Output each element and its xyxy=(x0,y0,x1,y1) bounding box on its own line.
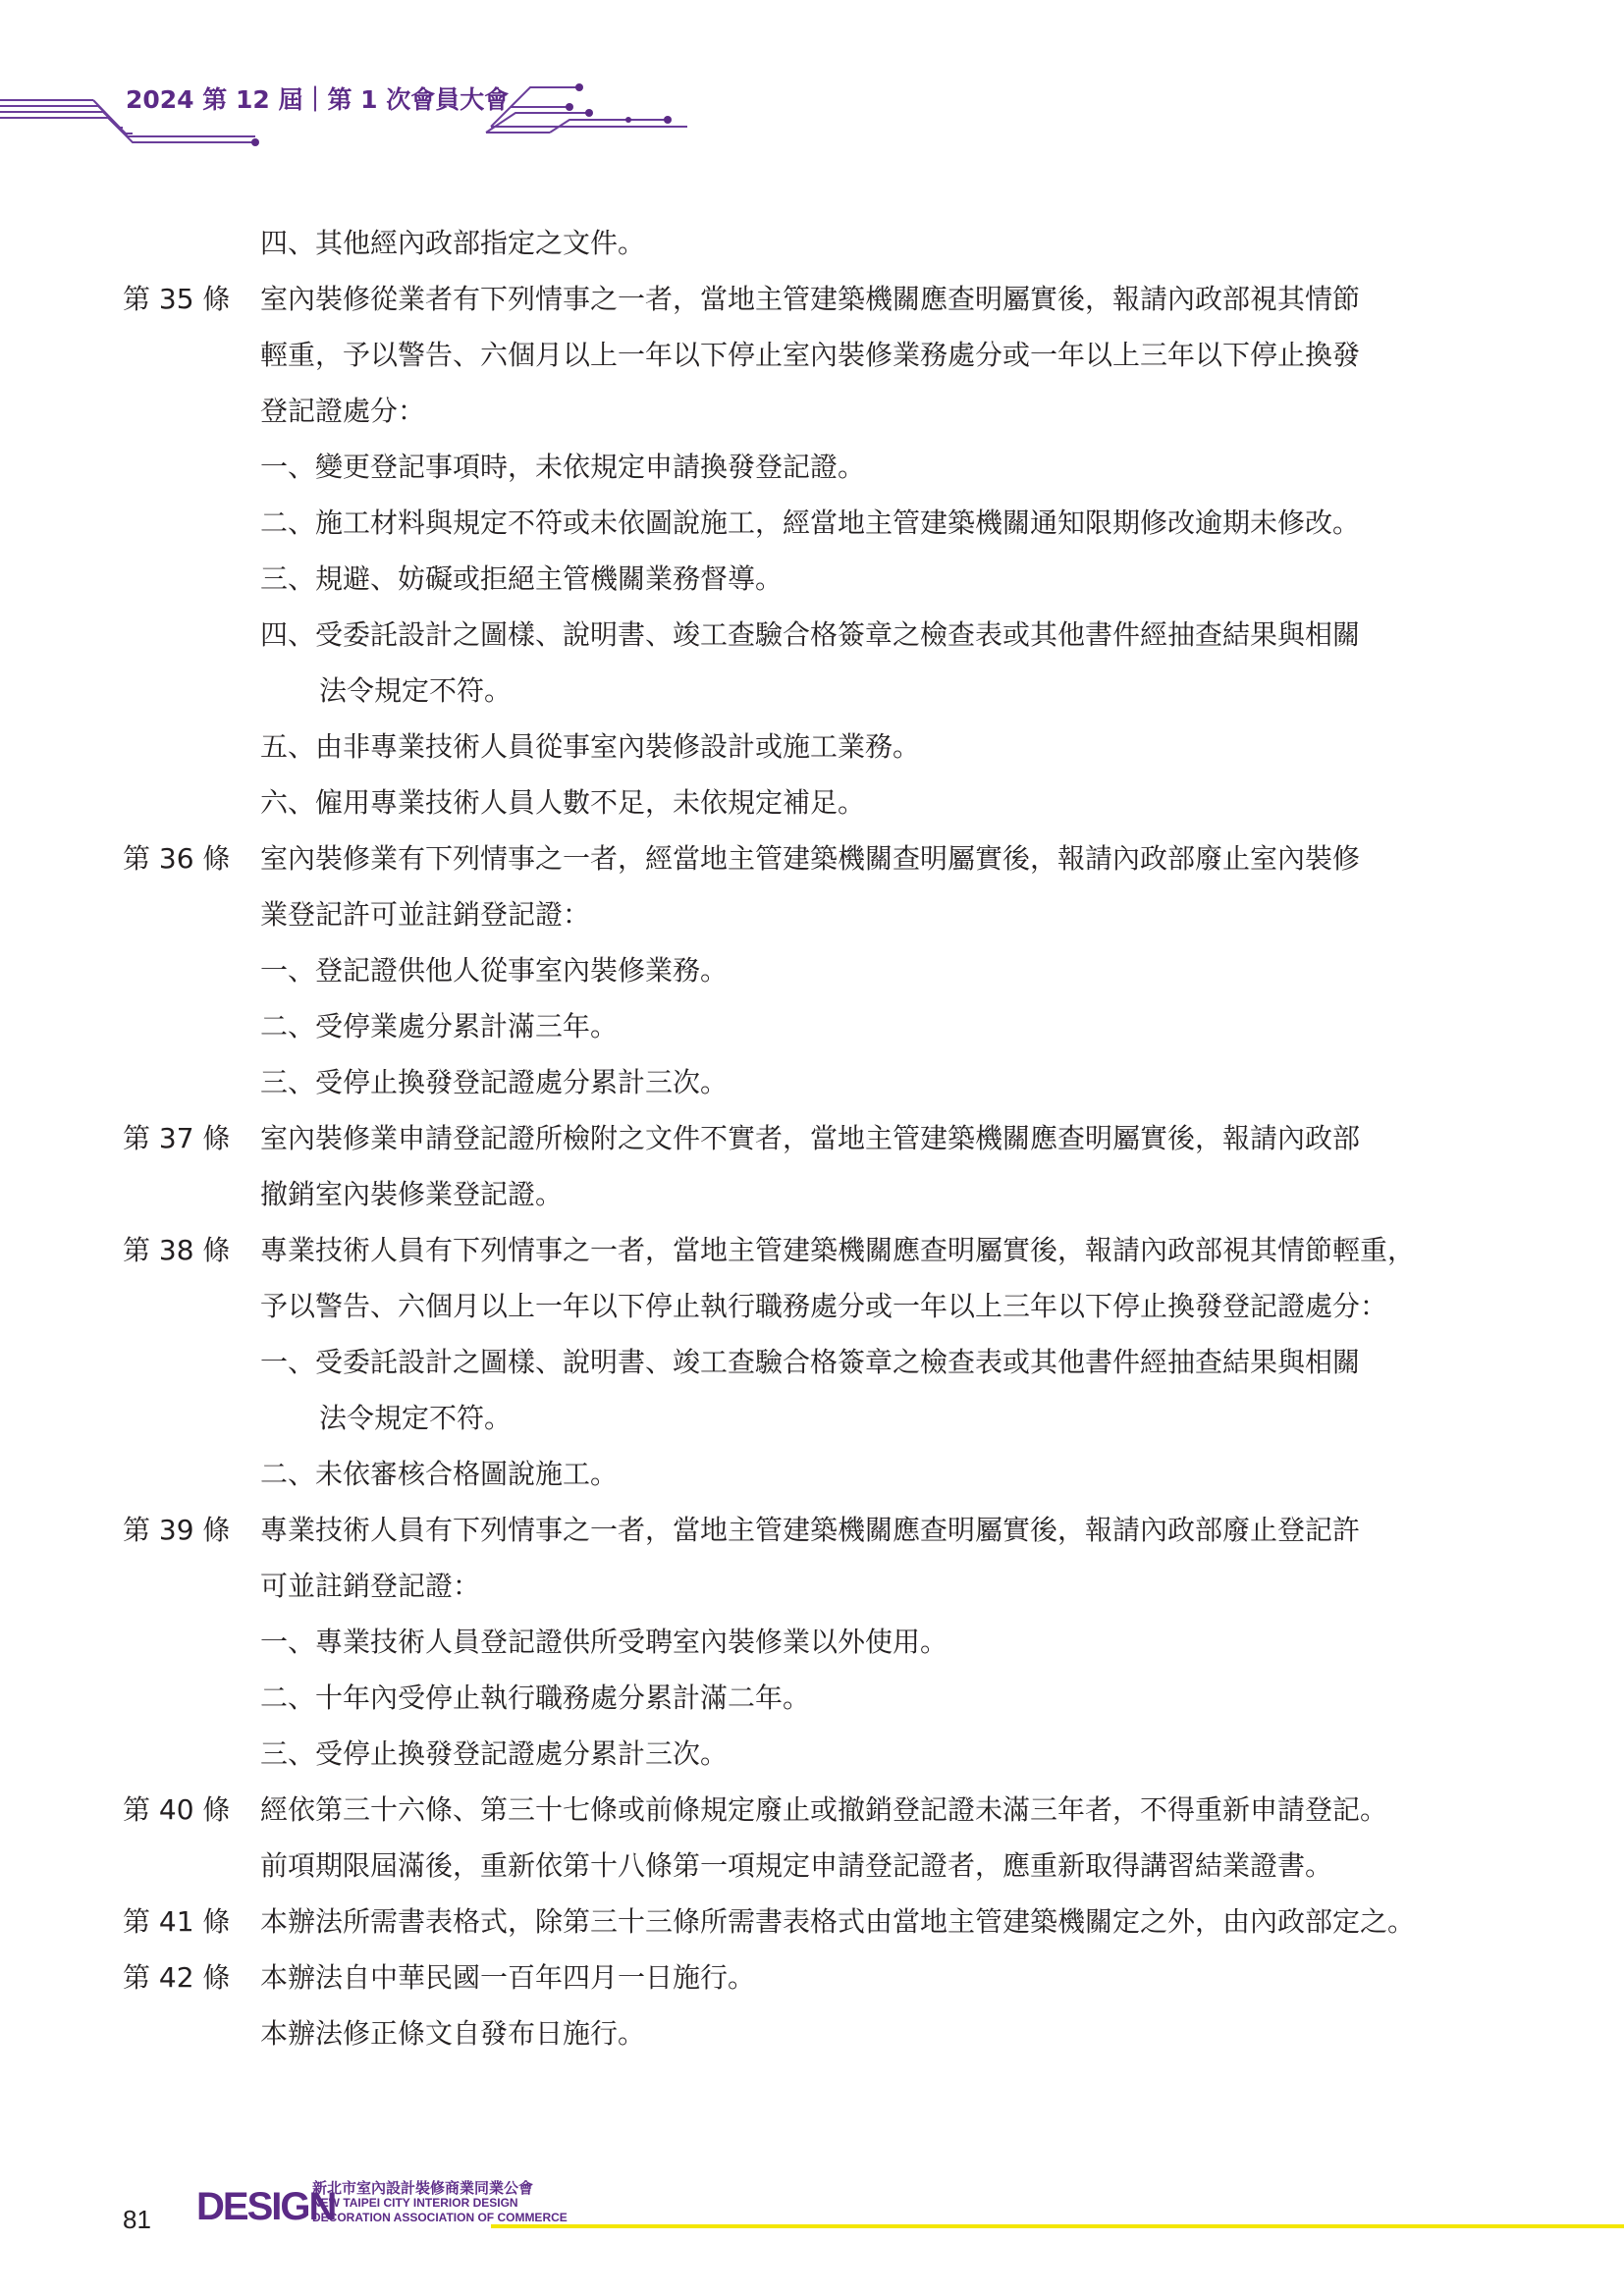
article-number: 第 40 條 xyxy=(123,1793,231,1826)
text-line: 法令規定不符。 xyxy=(319,1402,513,1434)
logo-en-line-2: DECORATION ASSOCIATION OF COMMERCE xyxy=(312,2211,568,2224)
article-number: 第 38 條 xyxy=(123,1234,231,1266)
text-line: 一、專業技術人員登記證供所受聘室內裝修業以外使用。 xyxy=(260,1626,948,1658)
text-line: 三、規避、妨礙或拒絕主管機關業務督導。 xyxy=(260,562,784,595)
text-line: 輕重，予以警告、六個月以上一年以下停止室內裝修業務處分或一年以上三年以下停止換發 xyxy=(260,339,1361,371)
text-line: 四、受委託設計之圖樣、說明書、竣工查驗合格簽章之檢查表或其他書件經抽查結果與相關 xyxy=(260,618,1361,651)
text-line: 本辦法自中華民國一百年四月一日施行。 xyxy=(260,1961,756,1994)
text-line: 經依第三十六條、第三十七條或前條規定廢止或撤銷登記證未滿三年者，不得重新申請登記。 xyxy=(260,1793,1388,1826)
text-line: 二、十年內受停止執行職務處分累計滿二年。 xyxy=(260,1682,811,1714)
text-line: 四、其他經內政部指定之文件。 xyxy=(260,227,646,259)
text-line: 室內裝修業有下列情事之一者，經當地主管建築機關查明屬實後，報請內政部廢止室內裝修 xyxy=(260,842,1361,875)
text-line: 一、變更登記事項時，未依規定申請換發登記證。 xyxy=(260,451,866,483)
footer-divider xyxy=(491,2224,1624,2228)
text-line: 前項期限屆滿後，重新依第十八條第一項規定申請登記證者，應重新取得講習結業證書。 xyxy=(260,1849,1333,1882)
article-number: 第 35 條 xyxy=(123,283,231,315)
text-line: 本辦法所需書表格式，除第三十三條所需書表格式由當地主管建築機關定之外，由內政部定之。 xyxy=(260,1905,1416,1938)
header-title: 2024 第 12 屆｜第 1 次會員大會 xyxy=(126,85,510,114)
logo-text xyxy=(312,2181,568,2225)
text-line: 專業技術人員有下列情事之一者，當地主管建築機關應查明屬實後，報請內政部視其情節輕重， xyxy=(260,1234,1416,1266)
text-line: 室內裝修業申請登記證所檢附之文件不實者，當地主管建築機關應查明屬實後，報請內政部 xyxy=(260,1122,1361,1154)
text-line: 五、由非專業技術人員從事室內裝修設計或施工業務。 xyxy=(260,730,921,763)
text-line: 三、受停止換發登記證處分累計三次。 xyxy=(260,1066,729,1098)
text-line: 撤銷室內裝修業登記證。 xyxy=(260,1178,564,1210)
article-number: 第 36 條 xyxy=(123,842,231,875)
text-line: 二、施工材料與規定不符或未依圖說施工，經當地主管建築機關通知限期修改逾期未修改。 xyxy=(260,507,1361,539)
text-line: 業登記許可並註銷登記證： xyxy=(260,898,591,931)
text-line: 一、登記證供他人從事室內裝修業務。 xyxy=(260,954,729,987)
text-line: 六、僱用專業技術人員人數不足，未依規定補足。 xyxy=(260,786,866,819)
page-number: 81 xyxy=(123,2205,151,2234)
text-line: 予以警告、六個月以上一年以下停止執行職務處分或一年以上三年以下停止換發登記證處分： xyxy=(260,1290,1388,1322)
text-line: 室內裝修從業者有下列情事之一者，當地主管建築機關應查明屬實後，報請內政部視其情節 xyxy=(260,283,1361,315)
text-line: 二、受停業處分累計滿三年。 xyxy=(260,1010,619,1042)
text-line: 三、受停止換發登記證處分累計三次。 xyxy=(260,1737,729,1770)
text-line: 可並註銷登記證： xyxy=(260,1570,481,1602)
text-line: 一、受委託設計之圖樣、說明書、竣工查驗合格簽章之檢查表或其他書件經抽查結果與相關 xyxy=(260,1346,1361,1378)
text-line: 二、未依審核合格圖說施工。 xyxy=(260,1458,619,1490)
text-line: 專業技術人員有下列情事之一者，當地主管建築機關應查明屬實後，報請內政部廢止登記許 xyxy=(260,1514,1361,1546)
article-number: 第 39 條 xyxy=(123,1514,231,1546)
article-number: 第 42 條 xyxy=(123,1961,231,1994)
logo-en-line-1: NEW TAIPEI CITY INTERIOR DESIGN xyxy=(312,2196,518,2210)
text-line: 登記證處分： xyxy=(260,395,426,427)
article-number: 第 41 條 xyxy=(123,1905,231,1938)
association-logo xyxy=(196,2177,568,2236)
text-line: 法令規定不符。 xyxy=(319,674,513,707)
logo-wordmark: DESIGN xyxy=(196,2185,336,2228)
article-number: 第 37 條 xyxy=(123,1122,231,1154)
logo-zh-name: 新北市室內設計裝修商業同業公會 xyxy=(312,2179,534,2197)
text-line: 本辦法修正條文自發布日施行。 xyxy=(260,2017,646,2050)
